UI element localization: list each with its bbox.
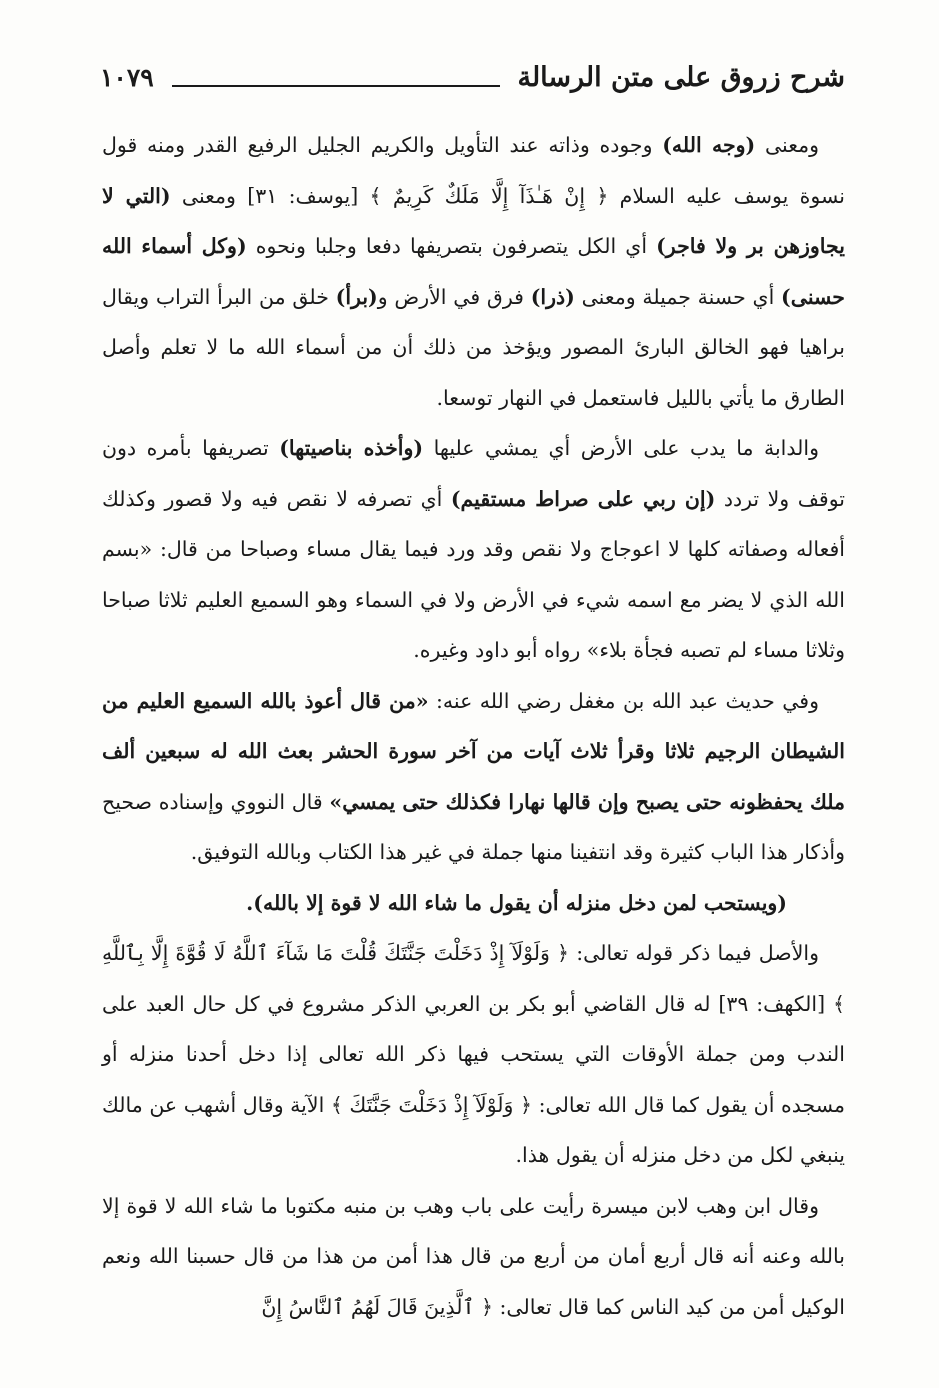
bold-term: (وأخذه بناصيتها) — [279, 436, 424, 460]
paragraph — [102, 1181, 845, 1333]
paragraph — [102, 120, 845, 423]
paragraph — [102, 423, 845, 676]
text-run: وجوده وذاته عند التأويل والكريم الجليل الرفيع القدر ومنه قول نسوة يوسف عليه السلام ﴿ إِنْ هَـٰذَآ إِلَّا مَلَكٌ كَرِيمٌ ﴾ [يوسف: ٣١] ومعنى — [102, 133, 846, 208]
page-number: ١٠٧٩ — [100, 63, 154, 92]
bold-term: (وكل أسماء الله حسنى) — [102, 234, 845, 309]
body-text — [102, 120, 845, 1332]
text-run: أي حسنة جميلة ومعنى — [574, 284, 782, 309]
text-run: والدابة ما يدب على الأرض أي يمشي عليها — [423, 436, 819, 460]
bold-term: (برأ) — [335, 284, 378, 309]
text-run: قال النووي وإسناده صحيح وأذكار هذا الباب كثيرة وقد انتفينا منها جملة في غير هذا الكتاب وبالله التوفيق. — [102, 789, 845, 864]
paragraph — [102, 676, 845, 878]
bold-term: (التي لا يجاوزهن بر ولا فاجر) — [102, 183, 845, 258]
text-run: أي الكل يتصرفون بتصريفها دفعا وجلبا ونحوه — [246, 234, 657, 258]
bold-term: (وجه الله) — [662, 133, 756, 157]
bold-term: (ذرا) — [530, 284, 575, 309]
text-run: أي تصرفه لا نقص فيه ولا قصور وكذلك أفعاله وصفاته كلها لا اعوجاج ولا نقص وقد ورد فيما يقال مساء وصباحا من قال: «بسم الله الذي لا يضر مع اسمه شيء في الأرض ولا في السماء وهو السميع العليم ثلاثا صباحا وثلاثا مساء لم تصبه فجأة بلاء» رواه أبو داود وغيره. — [102, 486, 845, 662]
running-header — [100, 58, 845, 104]
text-run: ومعنى — [755, 133, 819, 157]
text-run: خلق من البرأ التراب ويقال براهيا فهو الخالق البارئ المصور ويؤخذ من ذلك أن من أسماء الله ما لا تعلم وأصل الطارق ما يأتي بالليل فاستعمل في النهار توسعا. — [102, 284, 845, 410]
text-run: وفي حديث عبد الله بن مغفل رضي الله عنه: — [428, 688, 819, 713]
running-header-title: شرح زروق على متن الرسالة — [517, 62, 845, 93]
text-run: والأصل فيما ذكر قوله تعالى: ﴿ وَلَوْلَآ إِذْ دَخَلْتَ جَنَّتَكَ قُلْتَ مَا شَآءَ ٱللَّهُ لَا قُوَّةَ إِلَّا بِٱللَّهِ ﴾ [الكهف: ٣٩] له قال القاضي أبو بكر بن العربي الذكر مشروع في كل حال العبد على الندب ومن جملة الأوقات التي يستحب فيها ذكر الله تعالى إذا دخل أحدنا منزله أو مسجده أن يقول كما قال الله تعالى: ﴿ وَلَوْلَآ إِذْ دَخَلْتَ جَنَّتَكَ ﴾ الآية وقال أشهب عن مالك ينبغي لكل من دخل منزله أن يقول هذا. — [102, 941, 845, 1167]
text-run: وقال ابن وهب لابن ميسرة رأيت على باب وهب بن منبه مكتوبا ما شاء الله لا قوة إلا بالله وعنه أنه قال أربع أمان من أربع من قال هذا أمن من هذا من قال حسبنا الله ونعم الوكيل أمن من كيد الناس كما قال تعالى: ﴿ ٱلَّذِينَ قَالَ لَهُمُ ٱلنَّاسُ إِنَّ — [102, 1193, 845, 1319]
matn-heading — [102, 878, 845, 929]
bold-term: (إن ربي على صراط مستقيم) — [450, 486, 716, 511]
matn-text: (ويستحب لمن دخل منزله أن يقول ما شاء الله لا قوة إلا بالله). — [246, 890, 787, 915]
hadith-quote: «من قال أعوذ بالله السميع العليم من الشيطان الرجيم ثلاثا وقرأ ثلاث آيات من آخر سورة الحشر بعث الله له سبعين ألف ملك يحفظونه حتى يصبح وإن قالها نهارا فكذلك حتى يمسي» — [102, 688, 845, 814]
header-rule — [172, 85, 500, 87]
text-run: فرق في الأرض و — [377, 284, 531, 309]
text-run: تصريفها بأمره دون توقف ولا تردد — [102, 436, 846, 511]
paragraph — [102, 928, 845, 1181]
